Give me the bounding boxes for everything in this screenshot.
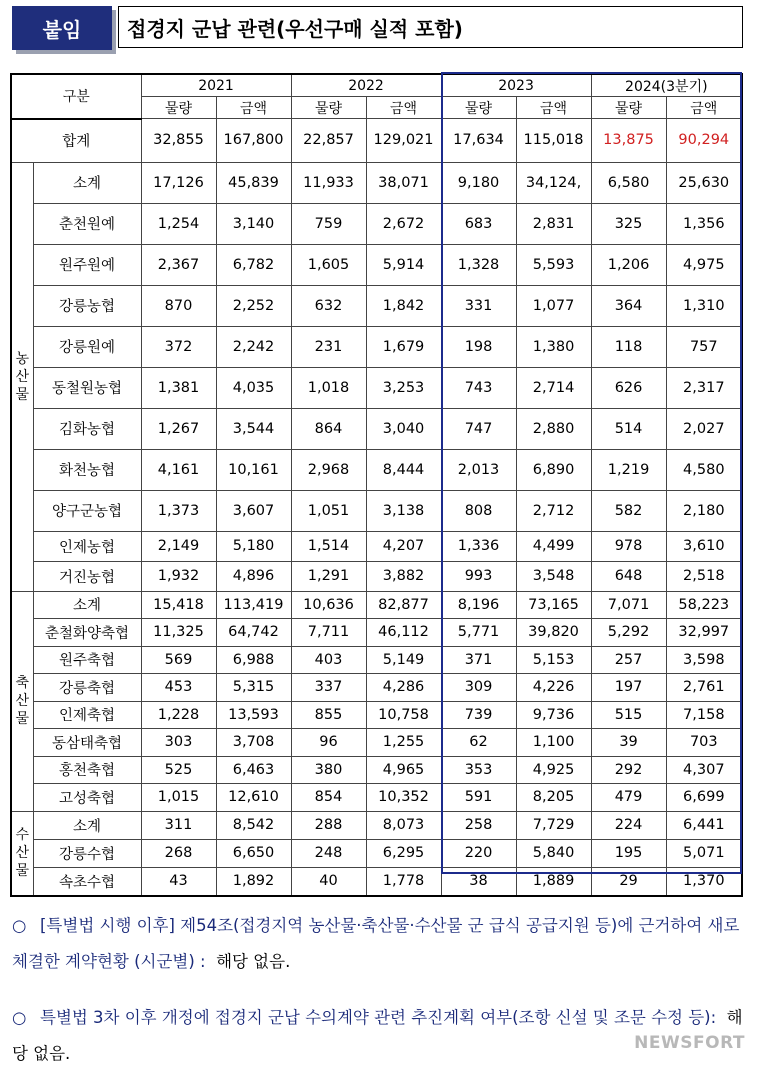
table-cell: 864 — [291, 408, 366, 449]
table-cell: 1,255 — [366, 729, 441, 757]
table-row — [11, 561, 742, 591]
table-row — [11, 646, 742, 674]
table-cell: 3,253 — [366, 367, 441, 408]
table-cell: 8,073 — [366, 811, 441, 839]
table-cell: 7,071 — [591, 591, 666, 619]
table-cell: 45,839 — [216, 162, 291, 203]
amount-header: 금액 — [516, 97, 591, 119]
table-cell: 1,356 — [666, 203, 742, 244]
note-text: 특별법 3차 이후 개정에 접경지 군납 수의계약 관련 추진계획 여부(조항 신설 및 조문 수정 등): — [40, 1008, 717, 1027]
table-cell: 4,286 — [366, 674, 441, 702]
table-cell: 739 — [441, 701, 516, 729]
table-cell: 648 — [591, 561, 666, 591]
table-cell: 1,228 — [141, 701, 216, 729]
table-cell: 8,542 — [216, 811, 291, 839]
subtotal-row — [11, 811, 742, 839]
quantity-header: 물량 — [591, 97, 666, 119]
table-cell: 8,444 — [366, 449, 441, 490]
table-cell: 118 — [591, 326, 666, 367]
table-cell: 1,889 — [516, 867, 591, 896]
table-row — [11, 674, 742, 702]
table-cell: 569 — [141, 646, 216, 674]
table-cell: 515 — [591, 701, 666, 729]
table-cell: 197 — [591, 674, 666, 702]
table-cell: 7,158 — [666, 701, 742, 729]
table-row — [11, 408, 742, 449]
table-cell: 4,896 — [216, 561, 291, 591]
table-cell: 17,634 — [441, 119, 516, 163]
table-row — [11, 449, 742, 490]
table-cell: 870 — [141, 285, 216, 326]
table-cell: 325 — [591, 203, 666, 244]
table-cell: 15,418 — [141, 591, 216, 619]
table-cell: 2,672 — [366, 203, 441, 244]
table-cell: 683 — [441, 203, 516, 244]
table-cell: 34,124, — [516, 162, 591, 203]
table-row — [11, 756, 742, 784]
year-header: 2021 — [141, 74, 291, 97]
table-cell: 39,820 — [516, 619, 591, 647]
table-cell: 58,223 — [666, 591, 742, 619]
table-cell: 3,882 — [366, 561, 441, 591]
table-cell: 167,800 — [216, 119, 291, 163]
table-cell: 311 — [141, 811, 216, 839]
table-cell: 38 — [441, 867, 516, 896]
table-row — [11, 531, 742, 561]
table-cell: 224 — [591, 811, 666, 839]
table-cell: 7,729 — [516, 811, 591, 839]
amount-header: 금액 — [666, 97, 742, 119]
table-cell: 5,153 — [516, 646, 591, 674]
table-cell: 6,650 — [216, 839, 291, 867]
table-cell: 6,441 — [666, 811, 742, 839]
table-cell: 220 — [441, 839, 516, 867]
table-cell: 1,373 — [141, 490, 216, 531]
table-row — [11, 490, 742, 531]
quantity-header: 물량 — [291, 97, 366, 119]
table-cell: 268 — [141, 839, 216, 867]
table-cell: 43 — [141, 867, 216, 896]
table-cell: 4,975 — [666, 244, 742, 285]
row-label: 고성축협 — [33, 784, 141, 812]
table-cell: 2,968 — [291, 449, 366, 490]
table-cell: 371 — [441, 646, 516, 674]
row-label: 원주원예 — [33, 244, 141, 285]
year-header: 2023 — [441, 74, 591, 97]
table-cell: 5,315 — [216, 674, 291, 702]
table-row — [11, 619, 742, 647]
table-cell: 13,875 — [591, 119, 666, 163]
table-cell: 10,352 — [366, 784, 441, 812]
table-cell: 2,831 — [516, 203, 591, 244]
table-cell: 113,419 — [216, 591, 291, 619]
table-cell: 1,679 — [366, 326, 441, 367]
table-cell: 743 — [441, 367, 516, 408]
table-cell: 1,077 — [516, 285, 591, 326]
table-cell: 2,518 — [666, 561, 742, 591]
note-text: [특별법 시행 이후] 제54조(접경지역 농산물·축산물·수산물 군 급식 공급지원 등)에 근거하여 새로 체결한 계약현황 (시군별) : — [12, 916, 740, 971]
table-cell: 6,463 — [216, 756, 291, 784]
table-cell: 1,370 — [666, 867, 742, 896]
row-label: 동삼태축협 — [33, 729, 141, 757]
amount-header: 금액 — [366, 97, 441, 119]
row-label: 거진농협 — [33, 561, 141, 591]
row-label: 강릉축협 — [33, 674, 141, 702]
table-cell: 9,180 — [441, 162, 516, 203]
row-label: 소계 — [33, 591, 141, 619]
table-cell: 5,914 — [366, 244, 441, 285]
table-cell: 8,196 — [441, 591, 516, 619]
table-cell: 5,593 — [516, 244, 591, 285]
table-cell: 3,548 — [516, 561, 591, 591]
table-cell: 1,778 — [366, 867, 441, 896]
table-cell: 1,381 — [141, 367, 216, 408]
table-cell: 62 — [441, 729, 516, 757]
table-cell: 32,855 — [141, 119, 216, 163]
table-cell: 591 — [441, 784, 516, 812]
table-cell: 39 — [591, 729, 666, 757]
table-cell: 11,325 — [141, 619, 216, 647]
table-cell: 978 — [591, 531, 666, 561]
table-cell: 626 — [591, 367, 666, 408]
bullet: ○ — [12, 1008, 27, 1027]
table-cell: 6,580 — [591, 162, 666, 203]
table-cell: 292 — [591, 756, 666, 784]
table-cell: 3,610 — [666, 531, 742, 561]
table-cell: 258 — [441, 811, 516, 839]
table-cell: 453 — [141, 674, 216, 702]
amount-header: 금액 — [216, 97, 291, 119]
table-cell: 380 — [291, 756, 366, 784]
table-cell: 248 — [291, 839, 366, 867]
table-cell: 4,925 — [516, 756, 591, 784]
subtotal-row — [11, 591, 742, 619]
row-label: 김화농협 — [33, 408, 141, 449]
table-cell: 90,294 — [666, 119, 742, 163]
row-label: 속초수협 — [33, 867, 141, 896]
table-cell: 331 — [441, 285, 516, 326]
table-cell: 4,035 — [216, 367, 291, 408]
row-label: 춘철화양축협 — [33, 619, 141, 647]
note-item — [12, 908, 747, 980]
table-cell: 4,580 — [666, 449, 742, 490]
table-row — [11, 203, 742, 244]
table-cell: 337 — [291, 674, 366, 702]
group-label: 축산물 — [11, 591, 33, 811]
table-row — [11, 326, 742, 367]
table-row — [11, 729, 742, 757]
table-row — [11, 839, 742, 867]
table-cell: 2,027 — [666, 408, 742, 449]
group-label: 수산물 — [11, 811, 33, 896]
row-label: 강릉원예 — [33, 326, 141, 367]
table-cell: 2,367 — [141, 244, 216, 285]
table-row — [11, 285, 742, 326]
table-cell: 7,711 — [291, 619, 366, 647]
table-cell: 525 — [141, 756, 216, 784]
table-cell: 1,015 — [141, 784, 216, 812]
row-label: 소계 — [33, 811, 141, 839]
table-cell: 1,267 — [141, 408, 216, 449]
row-label: 화천농협 — [33, 449, 141, 490]
table-cell: 5,771 — [441, 619, 516, 647]
table-cell: 4,965 — [366, 756, 441, 784]
table-cell: 9,736 — [516, 701, 591, 729]
table-cell: 3,544 — [216, 408, 291, 449]
table-cell: 1,514 — [291, 531, 366, 561]
table-cell: 10,636 — [291, 591, 366, 619]
table-cell: 12,610 — [216, 784, 291, 812]
header — [12, 6, 745, 52]
bullet: ○ — [12, 916, 27, 935]
table-cell: 2,317 — [666, 367, 742, 408]
table-cell: 514 — [591, 408, 666, 449]
table-cell: 808 — [441, 490, 516, 531]
table-cell: 288 — [291, 811, 366, 839]
row-label: 양구군농협 — [33, 490, 141, 531]
table-row — [11, 867, 742, 896]
table-cell: 855 — [291, 701, 366, 729]
table-cell: 1,018 — [291, 367, 366, 408]
table-cell: 1,380 — [516, 326, 591, 367]
table-cell: 1,291 — [291, 561, 366, 591]
note-answer: 해당 없음. — [216, 952, 291, 971]
table-cell: 5,149 — [366, 646, 441, 674]
table-cell: 2,013 — [441, 449, 516, 490]
table-row — [11, 244, 742, 285]
row-label: 인제농협 — [33, 531, 141, 561]
table-cell: 3,140 — [216, 203, 291, 244]
table-cell: 309 — [441, 674, 516, 702]
table-cell: 64,742 — [216, 619, 291, 647]
row-label: 춘천원예 — [33, 203, 141, 244]
year-header: 2024(3분기) — [591, 74, 742, 97]
table-cell: 73,165 — [516, 591, 591, 619]
category-header: 구분 — [11, 74, 141, 119]
row-label: 인제축협 — [33, 701, 141, 729]
table-cell: 257 — [591, 646, 666, 674]
table-row — [11, 784, 742, 812]
table-cell: 8,205 — [516, 784, 591, 812]
table-cell: 6,699 — [666, 784, 742, 812]
table-cell: 1,254 — [141, 203, 216, 244]
table-cell: 2,252 — [216, 285, 291, 326]
page-title: 접경지 군납 관련(우선구매 실적 포함) — [118, 6, 743, 48]
table-cell: 198 — [441, 326, 516, 367]
table-cell: 32,997 — [666, 619, 742, 647]
table-cell: 4,161 — [141, 449, 216, 490]
table-cell: 353 — [441, 756, 516, 784]
table-cell: 11,933 — [291, 162, 366, 203]
row-label: 홍천축협 — [33, 756, 141, 784]
table-cell: 757 — [666, 326, 742, 367]
table-cell: 1,842 — [366, 285, 441, 326]
table-cell: 3,138 — [366, 490, 441, 531]
attachment-badge: 붙임 — [12, 6, 112, 50]
table-cell: 5,292 — [591, 619, 666, 647]
table-cell: 2,712 — [516, 490, 591, 531]
table-cell: 96 — [291, 729, 366, 757]
table-cell: 46,112 — [366, 619, 441, 647]
table-cell: 6,782 — [216, 244, 291, 285]
table-cell: 747 — [441, 408, 516, 449]
table-cell: 3,040 — [366, 408, 441, 449]
table-cell: 632 — [291, 285, 366, 326]
table-cell: 403 — [291, 646, 366, 674]
table-cell: 4,226 — [516, 674, 591, 702]
table-cell: 1,605 — [291, 244, 366, 285]
table-cell: 10,758 — [366, 701, 441, 729]
quantity-header: 물량 — [441, 97, 516, 119]
table-cell: 582 — [591, 490, 666, 531]
table-cell: 13,593 — [216, 701, 291, 729]
military-supply-table — [10, 73, 743, 897]
table-cell: 6,988 — [216, 646, 291, 674]
year-header: 2022 — [291, 74, 441, 97]
table-cell: 5,071 — [666, 839, 742, 867]
table-cell: 40 — [291, 867, 366, 896]
table-cell: 10,161 — [216, 449, 291, 490]
table-cell: 479 — [591, 784, 666, 812]
table-cell: 1,100 — [516, 729, 591, 757]
table-cell: 3,708 — [216, 729, 291, 757]
total-row — [11, 119, 742, 163]
row-label: 동철원농협 — [33, 367, 141, 408]
note-answer: 해당 없음. — [12, 1008, 743, 1063]
table-cell: 1,219 — [591, 449, 666, 490]
table-cell: 854 — [291, 784, 366, 812]
table-row — [11, 367, 742, 408]
table-cell: 38,071 — [366, 162, 441, 203]
table-cell: 1,336 — [441, 531, 516, 561]
table-cell: 1,051 — [291, 490, 366, 531]
row-label: 강릉농협 — [33, 285, 141, 326]
total-label: 합계 — [11, 119, 141, 163]
table-row — [11, 701, 742, 729]
table-cell: 4,499 — [516, 531, 591, 561]
quantity-header: 물량 — [141, 97, 216, 119]
table-cell: 2,714 — [516, 367, 591, 408]
table-cell: 5,180 — [216, 531, 291, 561]
row-label: 소계 — [33, 162, 141, 203]
table-cell: 3,607 — [216, 490, 291, 531]
table-cell: 6,295 — [366, 839, 441, 867]
table-cell: 3,598 — [666, 646, 742, 674]
table-cell: 993 — [441, 561, 516, 591]
table-cell: 303 — [141, 729, 216, 757]
table-cell: 231 — [291, 326, 366, 367]
table-cell: 22,857 — [291, 119, 366, 163]
table-cell: 703 — [666, 729, 742, 757]
table-cell: 17,126 — [141, 162, 216, 203]
table-cell: 364 — [591, 285, 666, 326]
table-cell: 1,310 — [666, 285, 742, 326]
table-cell: 5,840 — [516, 839, 591, 867]
table-cell: 1,206 — [591, 244, 666, 285]
table-cell: 82,877 — [366, 591, 441, 619]
table-cell: 29 — [591, 867, 666, 896]
table-cell: 1,328 — [441, 244, 516, 285]
table-cell: 1,932 — [141, 561, 216, 591]
table-cell: 759 — [291, 203, 366, 244]
table-cell: 1,892 — [216, 867, 291, 896]
table-cell: 115,018 — [516, 119, 591, 163]
table-cell: 4,207 — [366, 531, 441, 561]
table-cell: 2,149 — [141, 531, 216, 561]
table-cell: 372 — [141, 326, 216, 367]
table-cell: 4,307 — [666, 756, 742, 784]
table-cell: 6,890 — [516, 449, 591, 490]
row-label: 원주축협 — [33, 646, 141, 674]
subtotal-row — [11, 162, 742, 203]
table-cell: 2,180 — [666, 490, 742, 531]
table-cell: 2,880 — [516, 408, 591, 449]
table-cell: 2,242 — [216, 326, 291, 367]
row-label: 강릉수협 — [33, 839, 141, 867]
table-cell: 195 — [591, 839, 666, 867]
newsfort-watermark: NEWSFORT — [634, 1033, 745, 1053]
table-cell: 2,761 — [666, 674, 742, 702]
table-cell: 25,630 — [666, 162, 742, 203]
group-label: 농산물 — [11, 162, 33, 591]
table-cell: 129,021 — [366, 119, 441, 163]
